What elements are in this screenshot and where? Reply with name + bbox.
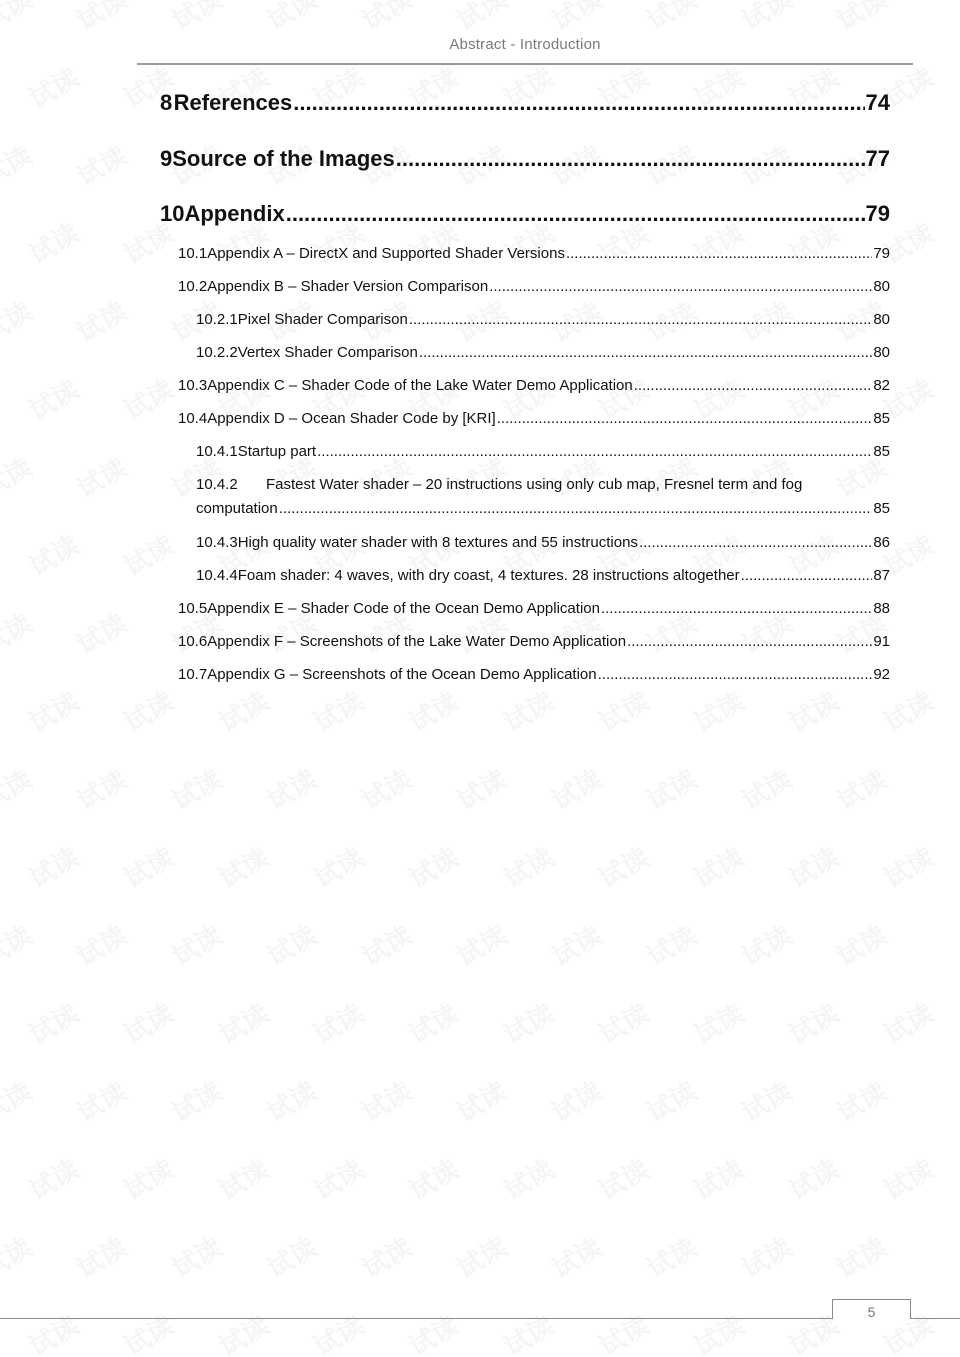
watermark-glyph <box>21 57 85 115</box>
toc-title: Source of the Images <box>172 146 395 171</box>
toc-leader <box>566 245 872 262</box>
watermark-glyph <box>401 1305 465 1357</box>
toc-number: 10.4.3 <box>196 534 238 551</box>
toc-number: 9 <box>160 146 173 171</box>
toc-entry-10-3[interactable] <box>178 377 890 397</box>
watermark-glyph <box>116 681 180 739</box>
watermark-glyph <box>116 993 180 1051</box>
watermark-glyph <box>0 447 38 505</box>
watermark-glyph <box>829 1227 893 1285</box>
toc-number: 10.3 <box>178 377 208 394</box>
toc-title-continuation: computation <box>196 500 278 517</box>
toc-leader <box>419 344 872 361</box>
watermark-glyph <box>69 135 133 193</box>
watermark-glyph <box>781 993 845 1051</box>
watermark-glyph <box>211 681 275 739</box>
toc-entry-10-2-2[interactable] <box>196 344 890 364</box>
watermark-glyph <box>21 213 85 271</box>
watermark-glyph <box>639 915 703 973</box>
watermark-glyph <box>21 1305 85 1357</box>
watermark-glyph <box>69 1071 133 1129</box>
watermark-glyph <box>0 603 38 661</box>
toc-page: 88 <box>873 600 890 617</box>
footer-rule <box>0 1318 960 1319</box>
watermark-glyph <box>734 1071 798 1129</box>
watermark-glyph <box>449 1071 513 1129</box>
toc-leader <box>598 666 873 683</box>
watermark-glyph <box>354 1227 418 1285</box>
toc-number: 10 <box>160 201 185 226</box>
toc-title: Pixel Shader Comparison <box>237 311 408 328</box>
toc-number: 8 <box>160 90 173 115</box>
watermark-glyph <box>876 993 940 1051</box>
watermark-glyph <box>734 0 798 38</box>
watermark-glyph <box>781 837 845 895</box>
watermark-glyph <box>686 1305 750 1357</box>
toc-entry-10-4-1[interactable] <box>196 443 890 463</box>
watermark-glyph <box>0 1071 38 1129</box>
watermark-glyph <box>0 1227 38 1285</box>
watermark-glyph <box>829 0 893 38</box>
toc-page: 85 <box>873 410 890 427</box>
watermark-glyph <box>401 681 465 739</box>
watermark-glyph <box>496 1305 560 1357</box>
watermark-glyph <box>781 1149 845 1207</box>
watermark-glyph <box>734 759 798 817</box>
toc-number: 10.6 <box>178 633 208 650</box>
watermark-glyph <box>734 915 798 973</box>
watermark-glyph <box>781 681 845 739</box>
toc-page: 86 <box>873 534 890 551</box>
watermark-glyph <box>591 681 655 739</box>
toc-leader <box>293 90 864 116</box>
watermark-glyph <box>164 1071 228 1129</box>
watermark-glyph <box>21 681 85 739</box>
watermark-glyph <box>544 0 608 38</box>
watermark-glyph <box>496 993 560 1051</box>
watermark-glyph <box>0 135 38 193</box>
watermark-glyph <box>259 915 323 973</box>
watermark-glyph <box>69 915 133 973</box>
watermark-glyph <box>306 681 370 739</box>
toc-title: Vertex Shader Comparison <box>237 344 418 361</box>
watermark-glyph <box>354 759 418 817</box>
watermark-glyph <box>116 369 180 427</box>
watermark-glyph <box>164 0 228 38</box>
watermark-glyph <box>544 1227 608 1285</box>
watermark-glyph <box>69 447 133 505</box>
toc-title: Appendix G – Screenshots of the Ocean Demo Application <box>207 666 597 683</box>
toc-page: 74 <box>865 90 890 115</box>
watermark-glyph <box>686 993 750 1051</box>
toc-page: 80 <box>873 344 890 361</box>
watermark-glyph <box>639 1227 703 1285</box>
watermark-glyph <box>69 759 133 817</box>
watermark-glyph <box>164 1227 228 1285</box>
toc-title: Fastest Water shader – 20 instructions using only cub map, Fresnel term and fog <box>266 476 803 493</box>
toc-number: 10.4 <box>178 410 208 427</box>
watermark-glyph <box>496 1149 560 1207</box>
toc-leader <box>639 534 872 551</box>
watermark-glyph <box>116 1305 180 1357</box>
toc-number: 10.5 <box>178 600 208 617</box>
toc-number: 10.2 <box>178 278 208 295</box>
watermark-glyph <box>21 369 85 427</box>
watermark-glyph <box>591 1149 655 1207</box>
toc-title: Appendix F – Screenshots of the Lake Water Demo Application <box>207 633 627 650</box>
watermark-glyph <box>259 1227 323 1285</box>
watermark-glyph <box>354 1071 418 1129</box>
toc-entry-10-4[interactable] <box>178 410 890 430</box>
watermark-glyph <box>544 1071 608 1129</box>
watermark-glyph <box>829 759 893 817</box>
watermark-glyph <box>306 837 370 895</box>
watermark-glyph <box>686 681 750 739</box>
watermark-glyph <box>259 759 323 817</box>
watermark-glyph <box>591 993 655 1051</box>
watermark-glyph <box>829 915 893 973</box>
toc-leader <box>286 201 865 227</box>
watermark-glyph <box>591 837 655 895</box>
watermark-glyph <box>21 525 85 583</box>
watermark-glyph <box>354 915 418 973</box>
toc-chapter-8[interactable] <box>160 90 890 120</box>
watermark-glyph <box>639 0 703 38</box>
toc-chapter-9[interactable] <box>160 146 890 176</box>
watermark-glyph <box>876 837 940 895</box>
toc-leader <box>396 146 865 172</box>
toc-number: 10.4.1 <box>196 443 238 460</box>
watermark-glyph <box>259 1071 323 1129</box>
toc-entry-10-2[interactable] <box>178 278 890 298</box>
watermark-glyph <box>21 993 85 1051</box>
toc-page: 85 <box>873 500 890 517</box>
toc-page: 82 <box>873 377 890 394</box>
watermark-glyph <box>69 1227 133 1285</box>
watermark-glyph <box>21 1149 85 1207</box>
toc-title: Appendix D – Ocean Shader Code by [KRI] <box>207 410 496 427</box>
toc-entry-10-4-4[interactable] <box>196 567 890 587</box>
toc-number: 10.2.1 <box>196 311 238 328</box>
toc-title: Startup part <box>237 443 317 460</box>
toc-title: Appendix E – Shader Code of the Ocean Demo Application <box>207 600 600 617</box>
watermark-glyph <box>734 1227 798 1285</box>
watermark-glyph <box>306 1305 370 1357</box>
toc-entry-10-7[interactable] <box>178 666 890 686</box>
toc-leader <box>497 410 873 427</box>
watermark-glyph <box>69 0 133 38</box>
watermark-glyph <box>306 1149 370 1207</box>
toc-entry-10-4-2-continuation[interactable] <box>196 500 890 520</box>
toc-number: 10.2.2 <box>196 344 238 361</box>
watermark-glyph <box>354 0 418 38</box>
watermark-glyph <box>496 681 560 739</box>
watermark-glyph <box>829 1071 893 1129</box>
watermark-glyph <box>21 837 85 895</box>
toc-entry-10-5[interactable] <box>178 600 890 620</box>
watermark-glyph <box>69 603 133 661</box>
watermark-glyph <box>876 681 940 739</box>
watermark-glyph <box>686 1149 750 1207</box>
watermark-glyph <box>116 1149 180 1207</box>
toc-entry-10-4-2[interactable] <box>196 476 890 493</box>
watermark-glyph <box>116 525 180 583</box>
watermark-glyph <box>401 993 465 1051</box>
watermark-glyph <box>449 915 513 973</box>
watermark-glyph <box>0 0 38 38</box>
watermark-glyph <box>164 915 228 973</box>
toc-page: 79 <box>873 245 890 262</box>
watermark-glyph <box>211 837 275 895</box>
watermark-glyph <box>0 759 38 817</box>
toc-entry-10-4-3[interactable] <box>196 534 890 554</box>
watermark-glyph <box>211 1305 275 1357</box>
toc-title: Appendix <box>184 201 285 226</box>
page-number: 5 <box>832 1299 911 1319</box>
toc-number: 10.4.4 <box>196 567 238 584</box>
toc-page: 80 <box>873 278 890 295</box>
header-rule <box>137 63 913 65</box>
toc-title: Appendix C – Shader Code of the Lake Water Demo Application <box>207 377 633 394</box>
toc-leader <box>317 443 872 460</box>
toc-title: Appendix B – Shader Version Comparison <box>207 278 489 295</box>
toc-page: 91 <box>873 633 890 650</box>
watermark-glyph <box>639 1071 703 1129</box>
watermark-glyph <box>211 1149 275 1207</box>
toc-number: 10.1 <box>178 245 208 262</box>
toc-title: Appendix A – DirectX and Supported Shader Versions <box>207 245 565 262</box>
watermark-glyph <box>544 915 608 973</box>
toc-entry-10-2-1[interactable] <box>196 311 890 331</box>
watermark-glyph <box>544 759 608 817</box>
toc-leader <box>279 500 873 517</box>
watermark-glyph <box>686 837 750 895</box>
watermark-glyph <box>591 1305 655 1357</box>
watermark-glyph <box>306 993 370 1051</box>
toc-page: 87 <box>873 567 890 584</box>
watermark-glyph <box>69 291 133 349</box>
toc-page: 85 <box>873 443 890 460</box>
toc-leader <box>627 633 872 650</box>
watermark-glyph <box>401 1149 465 1207</box>
toc-page: 92 <box>873 666 890 683</box>
watermark-glyph <box>639 759 703 817</box>
toc-number: 10.7 <box>178 666 208 683</box>
watermark-glyph <box>116 837 180 895</box>
watermark-glyph <box>0 915 38 973</box>
toc-leader <box>409 311 873 328</box>
toc-leader <box>601 600 872 617</box>
toc-entry-10-1[interactable] <box>178 245 890 265</box>
watermark-glyph <box>401 837 465 895</box>
watermark-glyph <box>211 993 275 1051</box>
watermark-glyph <box>449 1227 513 1285</box>
toc-leader <box>634 377 873 394</box>
watermark-glyph <box>876 1149 940 1207</box>
watermark-glyph <box>259 0 323 38</box>
running-header: Abstract - Introduction <box>449 36 601 53</box>
watermark-glyph <box>449 759 513 817</box>
watermark-glyph <box>0 291 38 349</box>
toc-page: 79 <box>865 201 890 226</box>
toc-leader <box>489 278 872 295</box>
toc-leader <box>741 567 873 584</box>
toc-title: Foam shader: 4 waves, with dry coast, 4 textures. 28 instructions altogether <box>237 567 740 584</box>
toc-chapter-10[interactable] <box>160 201 890 231</box>
toc-entry-10-6[interactable] <box>178 633 890 653</box>
toc-title: References <box>173 90 293 115</box>
toc-page: 77 <box>865 146 890 171</box>
toc-title: High quality water shader with 8 textures and 55 instructions <box>237 534 638 551</box>
watermark-glyph <box>496 837 560 895</box>
toc-page: 80 <box>873 311 890 328</box>
watermark-glyph <box>164 759 228 817</box>
watermark-glyph <box>449 0 513 38</box>
toc-number: 10.4.2 <box>196 476 238 493</box>
